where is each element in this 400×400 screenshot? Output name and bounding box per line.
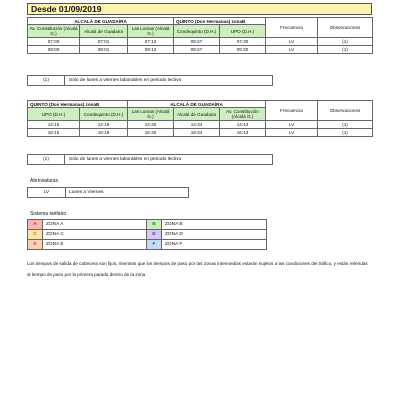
- column-header: Las Lomas (Alcalá G.): [128, 108, 174, 121]
- column-header: Observaciones: [318, 101, 373, 121]
- time-cell: 09:27: [174, 46, 220, 54]
- column-header: Frecuencia: [266, 18, 318, 38]
- abbreviations-table: [27, 187, 189, 198]
- frequency-cell: LV: [266, 46, 318, 54]
- schedule-note: [27, 75, 273, 86]
- column-header: Av. Constitución (Alcalá G.): [220, 108, 266, 121]
- note-ref: (1): [28, 76, 65, 86]
- schedule-note: [27, 154, 273, 165]
- zone-group-header: ALCALÁ DE GUADAÍRA: [28, 18, 174, 25]
- note-ref: (1): [28, 155, 65, 165]
- table-row: [28, 46, 373, 54]
- time-cell: 07:13: [128, 38, 174, 46]
- time-cell: 07:01: [80, 38, 128, 46]
- table-row: [28, 38, 373, 46]
- column-header: Alcalá de Guadaira: [174, 108, 220, 121]
- column-header: Frecuencia: [266, 101, 318, 121]
- zone-name: ZONA F: [162, 240, 267, 250]
- observation-cell: (1): [318, 129, 373, 137]
- time-cell: 14:43: [220, 121, 266, 129]
- abbreviation-meaning: Lunes a Viernes: [66, 188, 189, 198]
- footnote: Los tiempos de salida de cabecera son fijos, mientras que los tiempos de paso por las zonas intermedias estarán sujetos a las condiciones del tráfico, y están referidas al tiempo de paso por la primera parada dentro de la zona: [27, 261, 368, 277]
- table-row: [28, 188, 189, 198]
- column-header: Alcalá de Guadaira: [80, 25, 128, 38]
- table-row: [28, 240, 267, 250]
- zone-name: ZONA C: [43, 230, 147, 240]
- time-cell: 16:18: [80, 129, 128, 137]
- zone-name: ZONA B: [162, 220, 267, 230]
- time-cell: 14:15: [28, 121, 80, 129]
- time-cell: 09:30: [220, 46, 266, 54]
- column-header: UPO (D.H.): [28, 108, 80, 121]
- time-cell: 14:18: [80, 121, 128, 129]
- zone-name: ZONA E: [43, 240, 147, 250]
- column-header: Condequinto (D.H.): [80, 108, 128, 121]
- zone-name: ZONA A: [43, 220, 147, 230]
- time-cell: 07:00: [28, 38, 80, 46]
- table-row: [28, 121, 373, 129]
- column-header: Observaciones: [318, 18, 373, 38]
- table-row: [28, 220, 267, 230]
- column-header: Condequinto (D.H.): [174, 25, 220, 38]
- zone-code: C: [28, 230, 43, 240]
- time-cell: 09:27: [174, 38, 220, 46]
- observation-cell: (1): [318, 46, 373, 54]
- tariff-table: [27, 219, 267, 250]
- page-title: Desde 01/09/2019: [27, 3, 372, 15]
- zone-code: E: [28, 240, 43, 250]
- observation-cell: (1): [318, 121, 373, 129]
- table-row: [28, 230, 267, 240]
- zone-code: B: [147, 220, 162, 230]
- observation-cell: (1): [318, 38, 373, 46]
- time-cell: 14:30: [128, 121, 174, 129]
- schedule-table-outbound: [27, 17, 373, 54]
- column-header: Las Lomas (Alcalá G.): [128, 25, 174, 38]
- zone-name: ZONA D: [162, 230, 267, 240]
- zone-group-header: ALCALÁ DE GUADAÍRA: [128, 101, 266, 108]
- zone-code: A: [28, 220, 43, 230]
- time-cell: 09:00: [28, 46, 80, 54]
- table-row: [28, 129, 373, 137]
- time-cell: 14:34: [174, 121, 220, 129]
- abbreviations-title: Abreviaturas: [30, 178, 59, 184]
- column-header: UPO (D.H.): [220, 25, 266, 38]
- time-cell: 16:43: [220, 129, 266, 137]
- time-cell: 16:30: [128, 129, 174, 137]
- zone-group-header: QUINTO (Dos Hermanas) zonaB: [174, 18, 266, 25]
- column-header: Av. Constitución (Alcalá G.): [29, 26, 78, 36]
- time-cell: 16:15: [28, 129, 80, 137]
- note-text: Sólo de lunes a viernes laborables en periodo lectivo: [65, 76, 273, 86]
- abbreviation-code: LV: [28, 188, 66, 198]
- frequency-cell: LV: [266, 38, 318, 46]
- zone-code: D: [147, 230, 162, 240]
- time-cell: 16:34: [174, 129, 220, 137]
- time-cell: 09:13: [128, 46, 174, 54]
- frequency-cell: LV: [266, 121, 318, 129]
- zone-code: F: [147, 240, 162, 250]
- frequency-cell: LV: [266, 129, 318, 137]
- tariff-title: Sistema tarifario: [30, 211, 67, 217]
- zone-group-header: QUINTO (Dos Hermanas) zonaB: [28, 101, 128, 108]
- time-cell: 09:01: [80, 46, 128, 54]
- schedule-table-return: [27, 100, 373, 137]
- time-cell: 07:30: [220, 38, 266, 46]
- note-text: Sólo de lunes a viernes laborables en periodo lectivo: [65, 155, 273, 165]
